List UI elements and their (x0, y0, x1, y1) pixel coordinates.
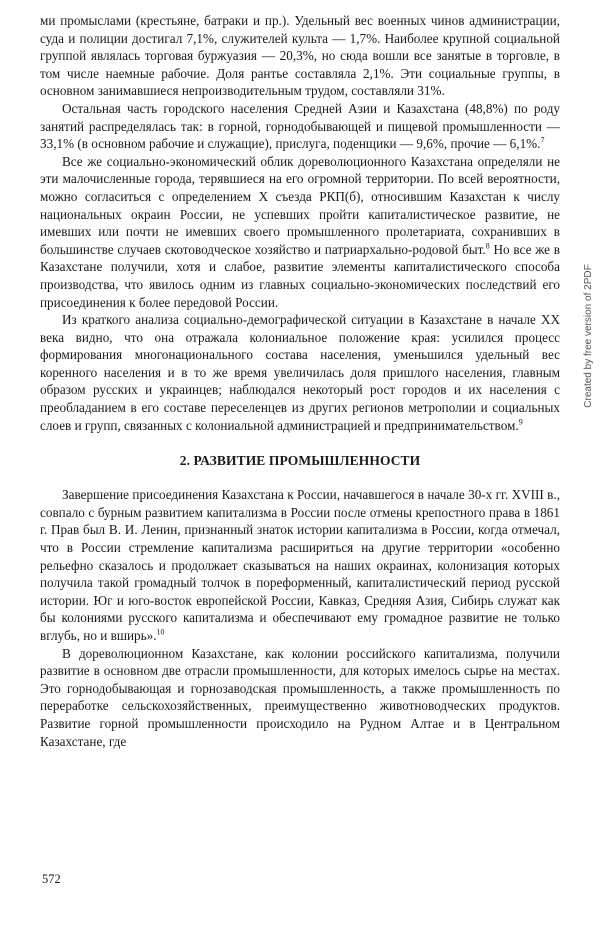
paragraph-6-text: В дореволюционном Казахстане, как колонии российского капитализма, получили развитие в основном две отрасли промышленности, для которых имелось сырье на местах. Это горнодобывающая и горнозаводская промышленность, а также промышленность по переработке сельскохозяйственных, преимущественно животноводческих продуктов. Развитие горной промышленности происходило на Рудном Алтае и в Центральном Казахстане, где (40, 645, 560, 749)
section-heading: 2. РАЗВИТИЕ ПРОМЫШЛЕННОСТИ (179, 453, 421, 469)
paragraph-5-text: Завершение присоединения Казахстана к России, начавшегося в начале 30-х гг. XVIII в., совпало с бурным развитием капитализма в России после отмены крепостного права в 1861 г. Прав был В. И. Ленин, признанный знаток истории капитализма в России, когда отмечал, что в России стремление капитализма расшириться на другие территории «особенно рельефно сказалось и продолжает сказываться на наших окраинах, колонизация которых получила такой громадный толчок в пореформенный, капиталистический период русской истории. Юг и юго-восток европейской России, Кавказ, Средняя Азия, Сибирь служат как бы колониями русского капитализма и обеспечивают ему громадное развитие не только вглубь, но и вширь». (40, 487, 560, 643)
watermark-text: Created by free version of 2PDF (583, 264, 594, 408)
paragraph-1-text: ми промыслами (крестьяне, батраки и пр.). Удельный вес военных чинов администрации, суда и полиции достигал 7,1%, служителей культа — 1,7%. Наиболее крупной социальной группой являлась торговая буржуазия — 20,3%, но сюда вошли все занятые в торговле, в том числе наемные рабочие. Доля рантье составляла 2,1%. Эти социальные группы, в основном занимавшиеся непроизводительным трудом, составляли 31%. (40, 13, 560, 99)
paragraph-3 (40, 153, 560, 311)
footnote-ref-8: 8 (485, 241, 490, 251)
footnote-ref-9: 9 (518, 417, 523, 427)
paragraph-1 (40, 12, 560, 100)
paragraph-3-text: Все же социально-экономический облик дореволюционного Казахстана определяли не эти малочисленные города, терявшиеся на его огромной территории. По всей вероятности, можно согласиться с определением X съезда РКП(б), относившим Казахстан к числу национальных окраин России, не успевших пройти капиталистическое развитие, не имевших или почти не имевших своего промышленного пролетариата, сохранивших в большинстве случаев скотоводческое хозяйство и патриархально-родовой быт. (40, 153, 560, 257)
footnote-ref-7: 7 (540, 135, 545, 145)
paragraph-2-text: Остальная часть городского населения Средней Азии и Казахстана (48,8%) по роду занятий распределялась так: в горной, горнодобывающей и пищевой промышленности — 33,1% (в основном рабочие и служащие), прислуга, поденщики — 9,6%, прочие — 6,1%. (40, 100, 560, 152)
page-number: 572 (42, 872, 61, 886)
paragraph-3-text-continued: Но все же в Казахстане получили, хотя и слабое, развитие элементы капиталистического способа производства, что явилось одним из главных социально-экономических последствий его присоединения к более передовой России. (40, 241, 561, 310)
paragraph-4-text: Из краткого анализа социально-демографической ситуации в Казахстане в начале XX века видно, что она отражала колониальное положение края: усилился процесс формирования многонационального состава населения, уменьшился удельный вес коренного населения и в то же время увеличилась доля пришлого населения, главным образом русских и украинцев; наблюдался некоторый рост городов и их населения с преобладанием в его составе переселенцев из других регионов метрополии и социальных слоев и групп, связанных с колониальной администрацией и предпринимательством. (40, 312, 560, 433)
paragraph-4 (40, 311, 560, 434)
document-page (40, 12, 560, 750)
paragraph-2 (40, 100, 560, 153)
paragraph-6 (40, 645, 560, 751)
footnote-ref-10: 10 (156, 627, 165, 637)
paragraph-5 (40, 486, 560, 644)
